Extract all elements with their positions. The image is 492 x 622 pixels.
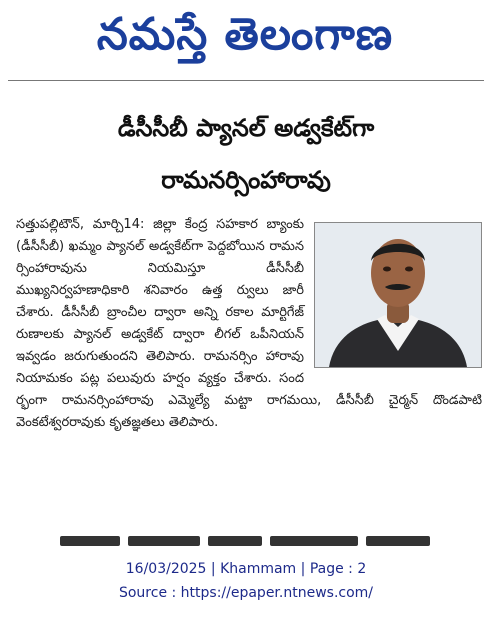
masthead-divider [8,80,484,81]
source-url: Source : https://epaper.ntnews.com/ [118,585,374,601]
article-column [16,214,482,526]
headline-line-1: డీసీసీబీ ప్యానల్ అడ్వకేట్‌గా [117,114,375,142]
portrait-photo [314,222,482,368]
newspaper-masthead: నమస్తే తెలంగాణ [96,9,394,60]
portrait-illustration [315,223,481,367]
next-headline-cutoff [60,530,440,546]
headline-line-2: రామనర్సింహారావు [161,166,331,194]
edition-info: 16/03/2025 | Khammam | Page : 2 [125,561,367,577]
article-body: సత్తుపల్లిటౌన్, మార్చి14: జిల్లా కేంద్ర సహకార బ్యాంకు (డీసీసీబీ) ఖమ్మం ప్యానల్ అడ్వకేట్‌గా పెద్దబోయిన రామన ర్సింహారావును నియమిస్తూ డీసీసీబీ ముఖ్యనిర్వహణాధికారి శనివారం ఉత్త ర్వులు జారీ చేశారు. డీసీసీబీ బ్రాంచీల ద్వారా అన్ని రకాల మార్టిగేజ్ రుణాలకు ప్యానల్ అడ్వకేట్ ద్వారా లీగల్ ఒపీనియన్ ఇవ్వడం జరుగుతుందని తెలిపారు. రామనర్సిం హారావు నియామకం పట్ల పలువురు హర్షం వ్యక్తం చేశారు. సంద ర్భంగా రామనర్సింహారావు ఎమ్మెల్యే మట్టా రాగమయి, డీసీసీబీ చైర్మన్ దొండపాటి వెంకటేశ్వరరావుకు కృతజ్ఞతలు తెలిపారు. [16,217,482,430]
